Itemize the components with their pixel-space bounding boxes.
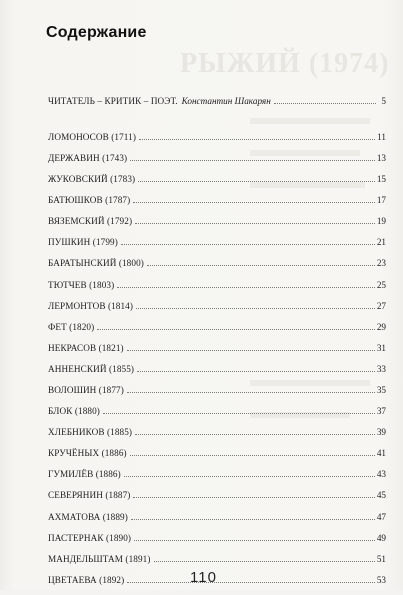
toc-entry-page: 43 (376, 469, 386, 480)
toc-entry-page: 25 (376, 279, 386, 290)
toc-entry-title: МАНДЕЛЬШТАМ (1891) (48, 553, 151, 564)
dot-leader (139, 139, 375, 140)
dot-leader (274, 103, 376, 104)
dot-leader (135, 223, 375, 224)
page-title: Содержание (46, 24, 147, 41)
toc-entry[interactable] (48, 511, 386, 532)
toc-entry-title: БАТЮШКОВ (1787) (48, 195, 131, 206)
toc-entry-page: 19 (376, 216, 386, 227)
dot-leader (124, 476, 375, 477)
toc-entry-title: БЛОК (1880) (48, 406, 100, 417)
dot-leader (130, 160, 375, 161)
toc-entry[interactable] (48, 257, 386, 278)
toc-entry-page: 41 (376, 448, 386, 459)
toc-entry-page: 13 (376, 152, 386, 163)
dot-leader (133, 497, 374, 498)
dot-leader (127, 350, 375, 351)
toc-entry[interactable] (48, 553, 386, 574)
dot-leader (97, 329, 375, 330)
toc-entry-page: 33 (376, 363, 386, 374)
toc-entry-page: 17 (376, 195, 386, 206)
dot-leader (131, 519, 375, 520)
toc-entry-title: ХЛЕБНИКОВ (1885) (48, 427, 133, 438)
toc-entry-page: 45 (376, 490, 386, 501)
dot-leader (121, 244, 375, 245)
dot-leader (103, 413, 375, 414)
toc-entry[interactable] (48, 321, 386, 342)
toc-entry-page: 27 (376, 300, 386, 311)
toc-entry[interactable] (48, 131, 386, 152)
toc-entry-title: БАРАТЫНСКИЙ (1800) (48, 258, 144, 269)
toc-entry-title: ПУШКИН (1799) (48, 237, 118, 248)
dot-leader (127, 392, 375, 393)
toc-entry-page: 31 (376, 342, 386, 353)
toc-entry[interactable] (48, 405, 386, 426)
toc-entry-title: АХМАТОВА (1889) (48, 511, 128, 522)
toc-entry-page: 47 (376, 511, 386, 522)
toc-entry-title: ВОЛОШИН (1877) (48, 385, 124, 396)
toc-entry-title: СЕВЕРЯНИН (1887) (48, 490, 131, 501)
toc-entry-title: ВЯЗЕМСКИЙ (1792) (48, 216, 133, 227)
toc-entry[interactable] (48, 194, 386, 215)
toc-entry-page: 23 (376, 258, 386, 269)
toc-entry[interactable] (48, 468, 386, 489)
table-of-contents (48, 95, 386, 595)
toc-entry[interactable] (48, 215, 386, 236)
toc-entry-title: ФЕТ (1820) (48, 321, 95, 332)
toc-entry[interactable] (48, 363, 386, 384)
toc-entry-title: НЕКРАСОВ (1821) (48, 342, 124, 353)
toc-entry[interactable] (48, 173, 386, 194)
dot-leader (137, 371, 375, 372)
toc-entry-title: ГУМИЛЁВ (1886) (48, 469, 121, 480)
toc-entry[interactable] (48, 152, 386, 173)
toc-entry-page: 5 (381, 96, 386, 106)
toc-entry-title: ДЕРЖАВИН (1743) (48, 152, 128, 163)
toc-entry[interactable] (48, 300, 386, 321)
page-number: 110 (190, 569, 217, 586)
toc-entry-page: 21 (376, 237, 386, 248)
toc-entry[interactable] (48, 532, 386, 553)
dot-leader (138, 181, 375, 182)
dot-leader (127, 582, 375, 583)
toc-entry-page: 49 (376, 532, 386, 543)
toc-entry[interactable] (48, 426, 386, 447)
toc-entry-page: 51 (376, 553, 386, 564)
toc-entry[interactable] (48, 447, 386, 468)
toc-entry[interactable] (48, 342, 386, 363)
dot-leader (135, 434, 375, 435)
toc-entry-title: ЛЕРМОНТОВ (1814) (48, 300, 134, 311)
toc-entry-page: 53 (376, 574, 386, 585)
toc-entry-page: 39 (376, 427, 386, 438)
section-gap (48, 116, 386, 131)
toc-entry-title: АННЕНСКИЙ (1855) (48, 363, 135, 374)
dot-leader (134, 540, 375, 541)
toc-entry-list (48, 131, 386, 595)
toc-entry[interactable] (48, 489, 386, 510)
toc-entry-intro[interactable] (48, 95, 386, 116)
toc-entry[interactable] (48, 236, 386, 257)
toc-entry[interactable] (48, 279, 386, 300)
toc-entry-page: 11 (377, 131, 386, 142)
toc-entry-page: 29 (376, 321, 386, 332)
dot-leader (130, 455, 375, 456)
toc-entry-page: 35 (376, 385, 386, 396)
toc-entry-title: КРУЧЁНЫХ (1886) (48, 448, 127, 459)
toc-entry[interactable] (48, 574, 386, 595)
toc-entry[interactable] (48, 384, 386, 405)
dot-leader (133, 202, 375, 203)
dot-leader (147, 265, 375, 266)
toc-entry-title: ЦВЕТАЕВА (1892) (48, 574, 125, 585)
toc-entry-title: ПАСТЕРНАК (1890) (48, 532, 132, 543)
show-through-text: РЫЖИЙ (1974) (180, 48, 390, 79)
toc-entry-page: 37 (376, 406, 386, 417)
toc-entry-title: ЖУКОВСКИЙ (1783) (48, 174, 136, 185)
dot-leader (117, 287, 375, 288)
toc-entry-title: ТЮТЧЕВ (1803) (48, 279, 115, 290)
dot-leader (154, 561, 375, 562)
toc-entry-title: ЧИТАТЕЛЬ – КРИТИК – ПОЭТ. (48, 96, 178, 106)
toc-entry-page: 15 (376, 174, 386, 185)
toc-entry-author: Константин Шакарян (181, 96, 271, 106)
dot-leader (136, 308, 375, 309)
toc-entry-title: ЛОМОНОСОВ (1711) (48, 131, 136, 142)
